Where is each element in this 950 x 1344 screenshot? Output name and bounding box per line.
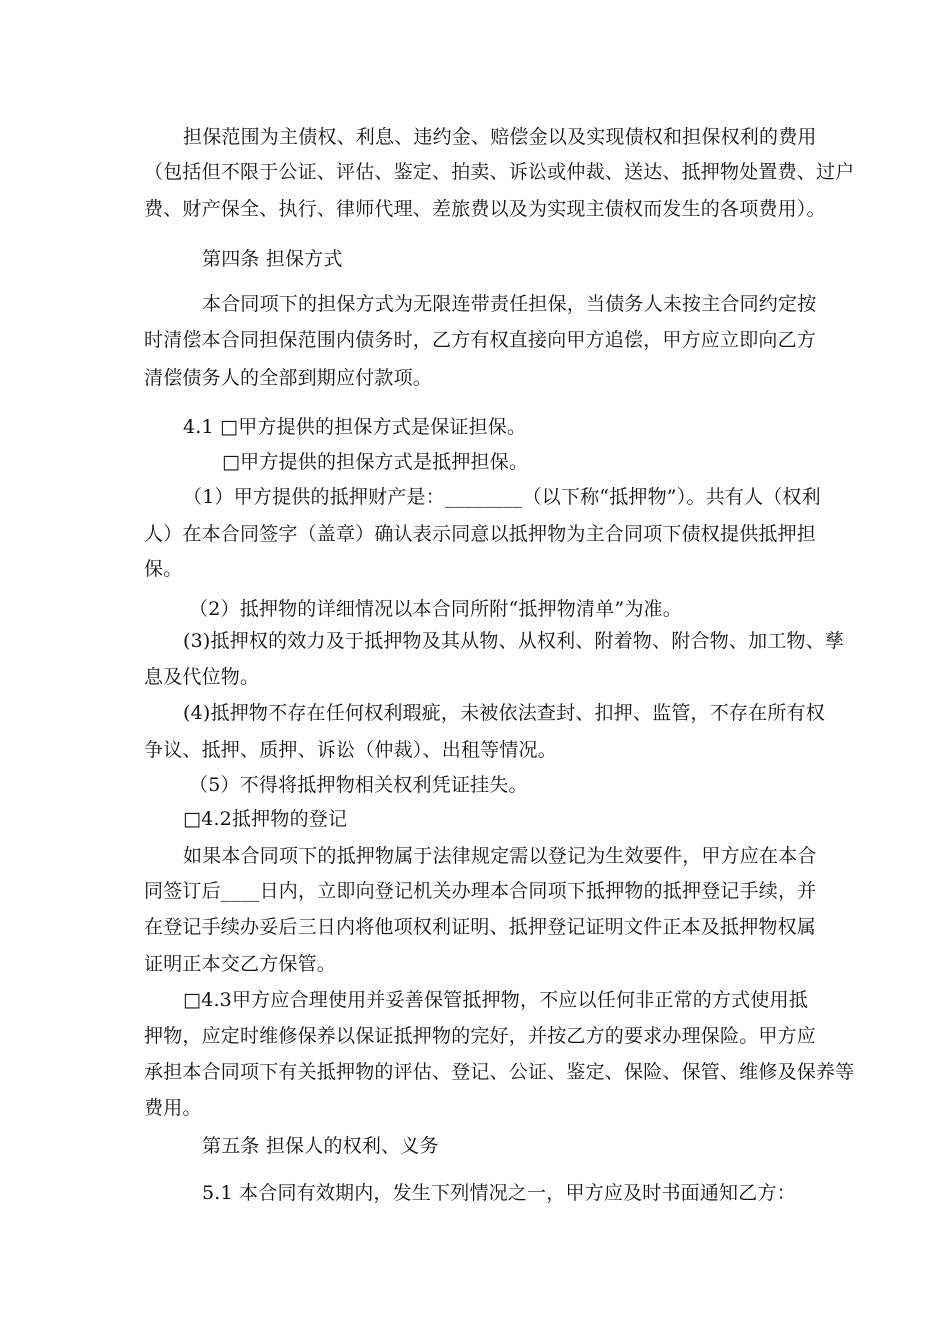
text-line: 人）在本合同签字（盖章）确认表示同意以抵押物为主合同项下债权提供抵押担: [144, 523, 817, 545]
text-line: 如果本合同项下的抵押物属于法律规定需以登记为生效要件，甲方应在本合: [183, 845, 817, 867]
text-line: （2）抵押物的详细情况以本合同所附“抵押物清单”为准。: [189, 598, 682, 620]
text-line: 保。: [144, 558, 183, 580]
checkbox-line: □4.2抵押物的登记: [183, 808, 348, 830]
text-line: 时清偿本合同担保范围内债务时，乙方有权直接向甲方追偿，甲方应立即向乙方: [144, 329, 817, 351]
text-line: (4)抵押物不存在任何权利瑕疵，未被依法查封、扣押、监管，不存在所有权: [183, 702, 825, 724]
text-line: 息及代位物。: [144, 666, 260, 688]
checkbox-line: □甲方提供的担保方式是抵押担保。: [222, 451, 529, 473]
section-heading: 第五条 担保人的权利、义务: [202, 1135, 439, 1157]
text-line: （1）甲方提供的抵押财产是：________（以下称“抵押物”）。共有人（权利: [183, 486, 821, 508]
text-line: 证明正本交乙方保管。: [144, 953, 337, 975]
checkbox-line: □4.3甲方应合理使用并妥善保管抵押物，不应以任何非正常的方式使用抵: [183, 989, 808, 1011]
text-line: 争议、抵押、质押、诉讼（仲裁）、出租等情况。: [144, 739, 557, 761]
text-line: 费用。: [144, 1097, 202, 1119]
text-line: 担保范围为主债权、利息、违约金、赔偿金以及实现债权和担保权利的费用: [183, 126, 817, 148]
text-line: 在登记手续办妥后三日内将他项权利证明、抵押登记证明文件正本及抵押物权属: [144, 916, 817, 938]
text-line: 同签订后____日内，立即向登记机关办理本合同项下抵押物的抵押登记手续，并: [144, 880, 817, 902]
text-line: （5）不得将抵押物相关权利凭证挂失。: [189, 774, 528, 796]
text-line: 清偿债务人的全部到期应付款项。: [144, 367, 433, 389]
text-line: 本合同项下的担保方式为无限连带责任担保，当债务人未按主合同约定按: [202, 293, 817, 315]
text-line: 承担本合同项下有关抵押物的评估、登记、公证、鉴定、保险、保管、维修及保养等: [144, 1061, 855, 1083]
text-line: 费、财产保全、执行、律师代理、差旅费以及为实现主债权而发生的各项费用）。: [144, 198, 826, 220]
section-heading: 第四条 担保方式: [202, 248, 343, 270]
text-line: 押物，应定时维修保养以保证抵押物的完好，并按乙方的要求办理保险。甲方应: [144, 1025, 817, 1047]
text-line: （包括但不限于公证、评估、鉴定、拍卖、诉讼或仲裁、送达、抵押物处置费、过户: [144, 161, 855, 183]
checkbox-line: 4.1 □甲方提供的担保方式是保证担保。: [183, 416, 527, 438]
text-line: 5.1 本合同有效期内，发生下列情况之一，甲方应及时书面通知乙方：: [202, 1182, 796, 1204]
text-line: (3)抵押权的效力及于抵押物及其从物、从权利、附着物、附合物、加工物、孳: [183, 630, 845, 652]
